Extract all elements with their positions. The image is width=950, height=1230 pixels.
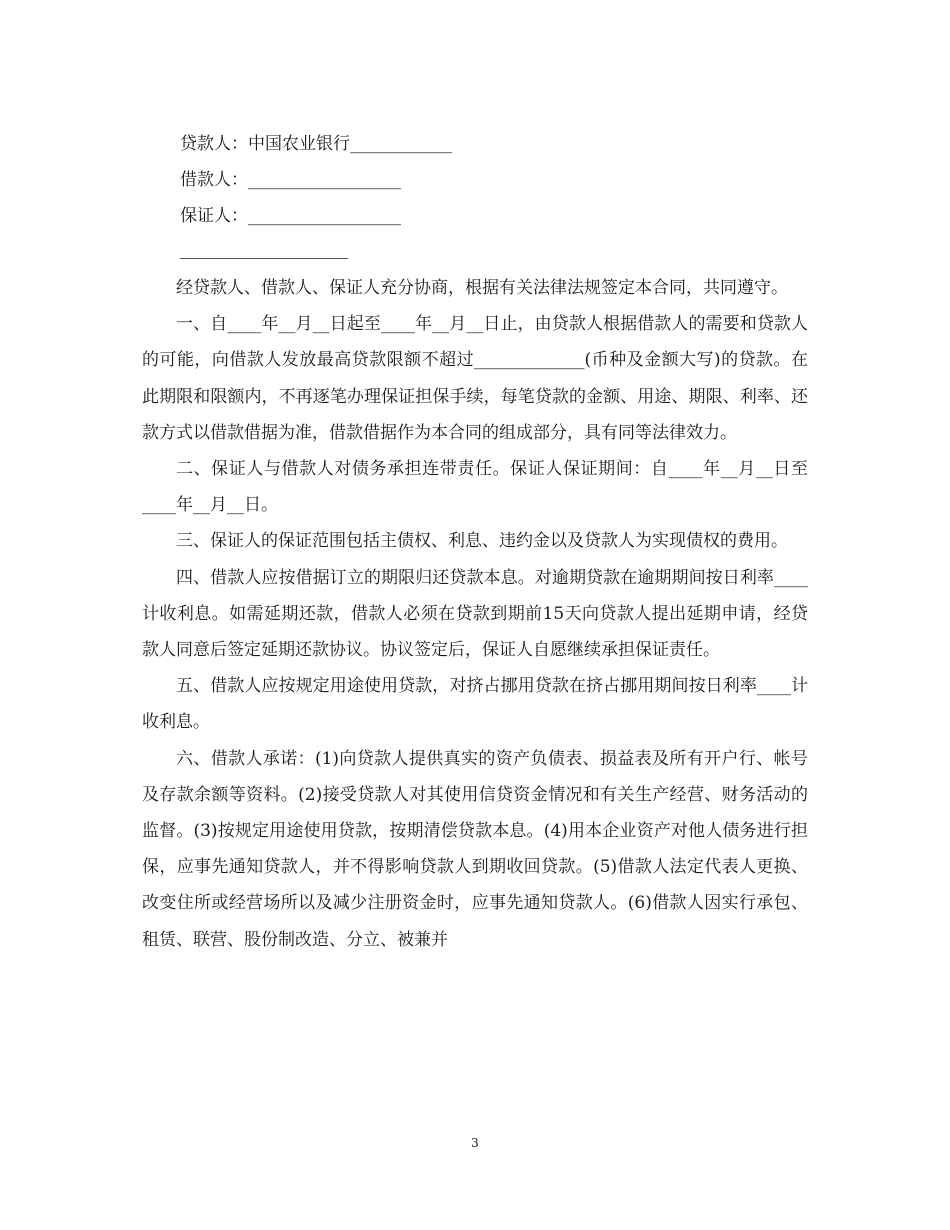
paragraph-preamble: 经贷款人、借款人、保证人充分协商，根据有关法律法规签定本合同，共同遵守。: [176, 278, 788, 298]
paragraph-clause-2: 二、保证人与借款人对债务承担连带责任。保证人保证期间：自____年__月__日至____年__月__日。: [142, 459, 808, 516]
guarantor-line: 保证人：__________________: [180, 206, 401, 226]
page-number: 3: [471, 1136, 479, 1150]
paragraph-clause-4: 四、借款人应按借据订立的期限归还贷款本息。对逾期贷款在逾期期间按日利率____计收利息。如需延期还款，借款人必须在贷款到期前15天向贷款人提出延期申请，经贷款人同意后签定延期还款协议。协议签定后，保证人自愿继续承担保证责任。: [142, 567, 808, 661]
paragraph-clause-5: 五、借款人应按规定用途使用贷款，对挤占挪用贷款在挤占挪用期间按日利率____计收利息。: [142, 676, 808, 733]
borrower-line: 借款人：__________________: [180, 170, 401, 190]
paragraph-clause-1: 一、自____年__月__日起至____年__月__日止，由贷款人根据借款人的需要和贷款人的可能，向借款人发放最高贷款限额不超过_____________(币种及金额大写)的贷款。在此期限和限额内，不再逐笔办理保证担保手续，每笔贷款的金额、用途、期限、利率、还款方式以借款借据为准，借款借据作为本合同的组成部分，具有同等法律效力。: [142, 314, 808, 443]
contract-body: [142, 270, 808, 958]
blank-signature-rule: [180, 258, 348, 259]
paragraph-clause-3: 三、保证人的保证范围包括主债权、利息、违约金以及贷款人为实现债权的费用。: [176, 531, 788, 552]
paragraph-clause-6: 六、借款人承诺：(1)向贷款人提供真实的资产负债表、损益表及所有开户行、帐号及存款余额等资料。(2)接受贷款人对其使用信贷资金情况和有关生产经营、财务活动的监督。(3)按规定用途使用贷款，按期清偿贷款本息。(4)用本企业资产对他人债务进行担保，应事先通知贷款人，并不得影响贷款人到期收回贷款。(5)借款人法定代表人更换、改变住所或经营场所以及减少注册资金时，应事先通知贷款人。(6)借款人因实行承包、租赁、联营、股份制改造、分立、被兼并: [142, 748, 808, 950]
lender-line: 贷款人：中国农业银行____________: [180, 134, 452, 154]
